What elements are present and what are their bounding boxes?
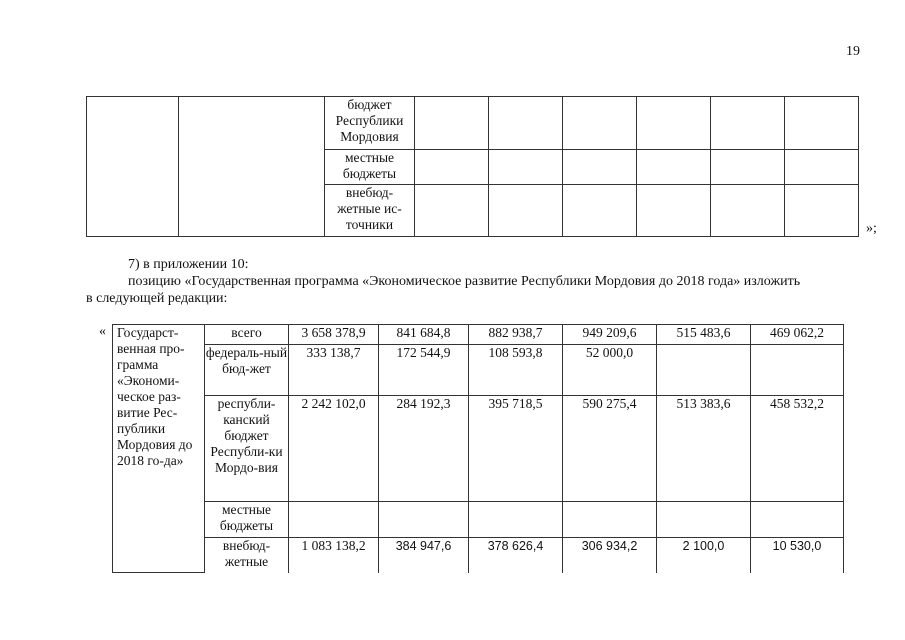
paragraph-position: позицию «Государственная программа «Экономическое развитие Республики Мордовия до 2018 года» изложить <box>128 274 801 289</box>
row-label: федераль-ный бюд-жет <box>205 345 289 396</box>
value-cell: 513 383,6 <box>657 396 751 502</box>
program-funding-table <box>112 324 844 573</box>
value-cell: 333 138,7 <box>289 345 379 396</box>
value-cell: 52 000,0 <box>563 345 657 396</box>
value-cell <box>751 502 844 538</box>
value-cell: 306 934,2 <box>563 538 657 573</box>
value-cell: 2 100,0 <box>657 538 751 573</box>
value-cell: 3 658 378,9 <box>289 325 379 345</box>
paragraph-item: 7) в приложении 10: <box>128 257 249 272</box>
value-cell <box>563 502 657 538</box>
empty-cell <box>87 97 179 237</box>
value-cell: 949 209,6 <box>563 325 657 345</box>
source-cell: местные бюджеты <box>325 150 415 185</box>
row-label: местные бюджеты <box>205 502 289 538</box>
budget-table-continuation <box>86 96 859 237</box>
value-cell: 384 947,6 <box>379 538 469 573</box>
value-cell: 284 192,3 <box>379 396 469 502</box>
source-cell: внебюд-жетные ис-точники <box>325 185 415 237</box>
value-cell: 172 544,9 <box>379 345 469 396</box>
opening-quote: « <box>99 324 106 339</box>
value-cell: 515 483,6 <box>657 325 751 345</box>
value-cell: 841 684,8 <box>379 325 469 345</box>
closing-quote: »; <box>866 221 877 236</box>
value-cell: 10 530,0 <box>751 538 844 573</box>
value-cell <box>469 502 563 538</box>
row-label: республи-канский бюджет Республи-ки Мордо-вия <box>205 396 289 502</box>
program-name: Государст-венная про-грамма «Экономи-ческое раз-витие Рес-публики Мордовия до 2018 го-да» <box>113 325 205 573</box>
value-cell <box>289 502 379 538</box>
value-cell: 590 275,4 <box>563 396 657 502</box>
value-cell <box>657 345 751 396</box>
paragraph-edition: в следующей редакции: <box>86 291 228 306</box>
value-cell <box>657 502 751 538</box>
value-cell: 378 626,4 <box>469 538 563 573</box>
empty-cell <box>179 97 325 237</box>
value-cell: 1 083 138,2 <box>289 538 379 573</box>
value-cell <box>379 502 469 538</box>
row-label: всего <box>205 325 289 345</box>
value-cell: 458 532,2 <box>751 396 844 502</box>
row-label: внебюд-жетные <box>205 538 289 573</box>
value-cell: 469 062,2 <box>751 325 844 345</box>
value-cell: 395 718,5 <box>469 396 563 502</box>
source-cell: бюджет Республики Мордовия <box>325 97 415 150</box>
value-cell: 108 593,8 <box>469 345 563 396</box>
value-cell <box>751 345 844 396</box>
value-cell: 2 242 102,0 <box>289 396 379 502</box>
page-number: 19 <box>846 44 860 59</box>
value-cell: 882 938,7 <box>469 325 563 345</box>
